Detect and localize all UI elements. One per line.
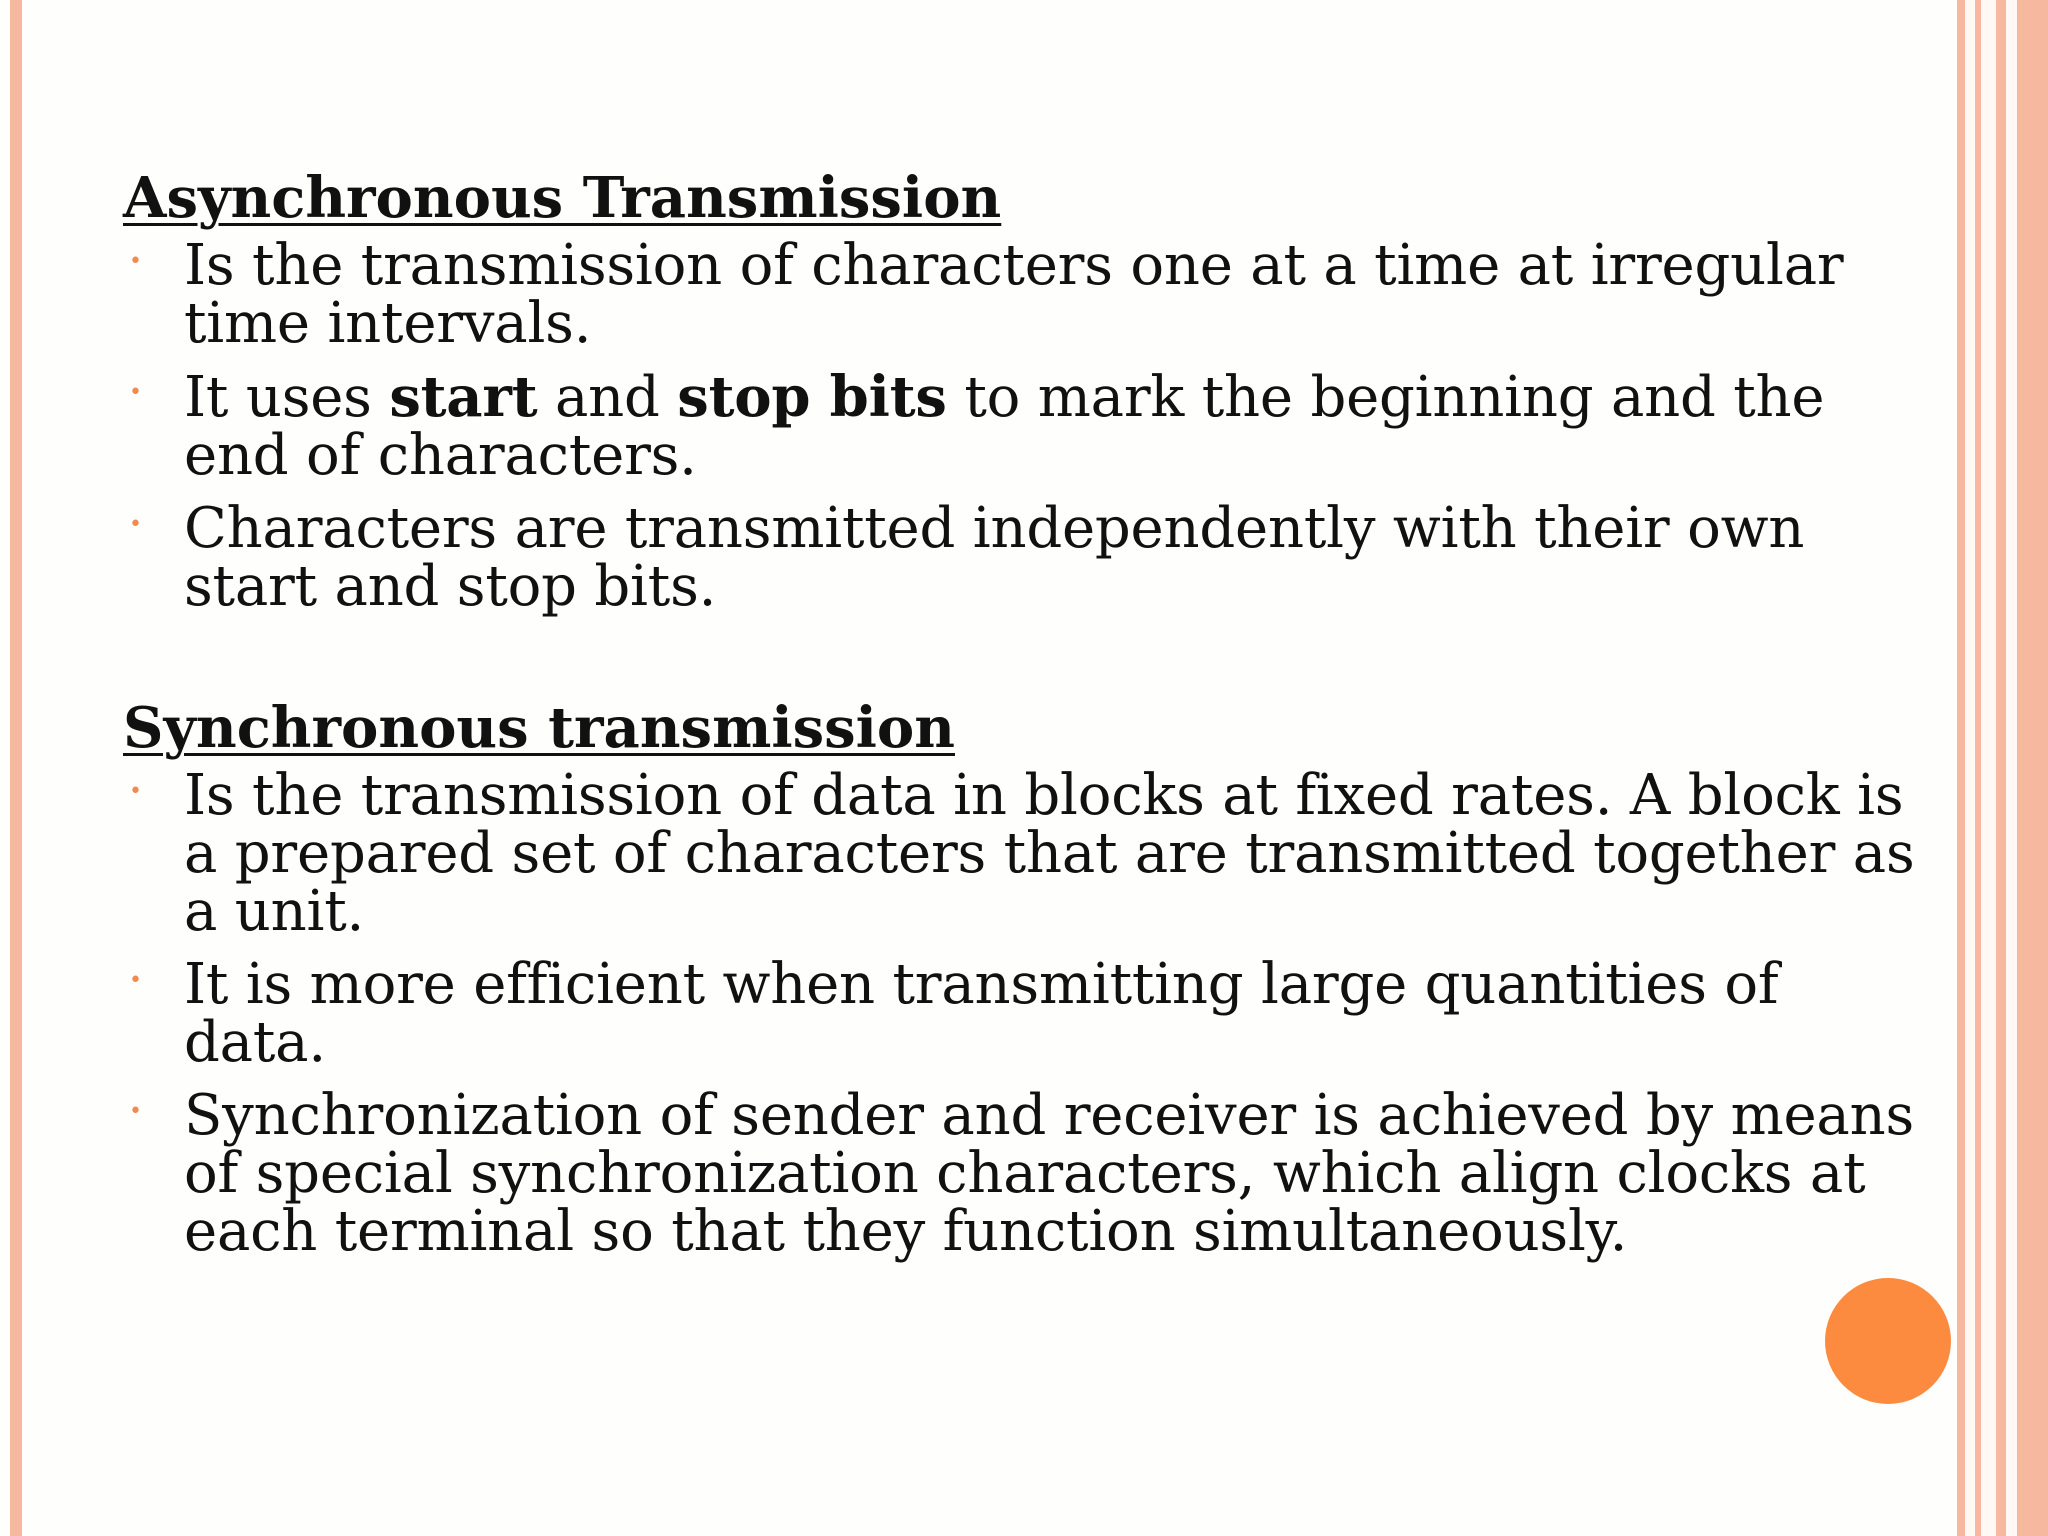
bullet-text: It is more efficient when transmitting large quantities of data.	[184, 952, 1779, 1075]
asynchronous-bullet-list	[123, 233, 1923, 619]
right-border-bar	[2017, 0, 2048, 1536]
bullet-text-bold-stop-bits: stop bits	[677, 364, 947, 430]
bullet-text-bold-start: start	[389, 364, 538, 430]
bullet-text-mid: and	[537, 365, 678, 430]
bullet-icon: •	[129, 512, 142, 537]
right-border-bar	[1957, 0, 1965, 1536]
section-heading-asynchronous: Asynchronous Transmission	[123, 165, 1002, 231]
left-border-bar	[10, 0, 22, 1536]
bullet-text-pre: It uses	[184, 365, 390, 430]
bullet-text: Is the transmission of data in blocks at fixed rates. A block is a prepared set of characters that are transmitted together as a unit.	[184, 763, 1915, 944]
right-border-bar	[1996, 0, 2006, 1536]
list-item	[123, 952, 1923, 1075]
orange-circle-decoration	[1825, 1278, 1951, 1404]
bullet-icon: •	[129, 968, 142, 993]
bullet-text: Is the transmission of characters one at a time at irregular time intervals.	[184, 233, 1844, 356]
bullet-icon: •	[129, 380, 142, 405]
slide-content	[123, 164, 1923, 1264]
synchronous-bullet-list	[123, 763, 1923, 1264]
list-item	[123, 496, 1923, 619]
list-item	[123, 763, 1923, 944]
bullet-text: Characters are transmitted independently with their own start and stop bits.	[184, 496, 1805, 619]
bullet-icon: •	[129, 779, 142, 804]
right-border-bar	[1975, 0, 1981, 1536]
list-item	[123, 233, 1923, 356]
list-item	[123, 364, 1923, 488]
section-heading-synchronous: Synchronous transmission	[123, 695, 955, 761]
bullet-text-post: to mark the beginning and the end of characters.	[184, 365, 1825, 488]
bullet-icon: •	[129, 1099, 142, 1124]
bullet-text: Synchronization of sender and receiver is achieved by means of special synchronization characters, which align clocks at each terminal so that they function simultaneously.	[184, 1083, 1915, 1264]
bullet-icon: •	[129, 249, 142, 274]
list-item	[123, 1083, 1923, 1264]
